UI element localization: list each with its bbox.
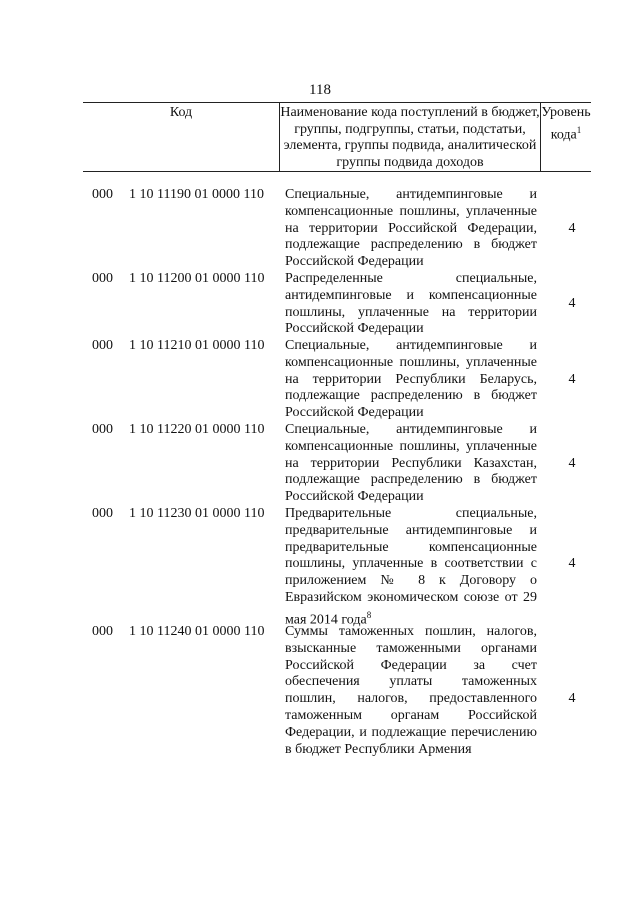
budget-code: 1 10 11220 01 0000 110 [129, 422, 265, 437]
admin-code: 000 [92, 271, 113, 286]
code-level: 4 [568, 556, 576, 571]
header-code: Код [169, 105, 193, 120]
income-name: Суммы таможенных пошлин, налогов, взысканные таможенными органами Российской Федерации за счет обеспечения уплаты таможенных пошлин, налогов, предоставленного таможенным органам Российской Федерации, и подлежащие перечислению в бюджет Республики Армения [285, 624, 537, 757]
admin-code: 000 [92, 187, 113, 202]
income-name: Распределенные специальные, антидемпинговые и компенсационные пошлины, уплаченные на территории Российской Федерации [285, 271, 537, 337]
income-name: Специальные, антидемпинговые и компенсационные пошлины, уплаченные на территории Республики Беларусь, подлежащие распределению в бюджет Российской Федерации [285, 338, 537, 421]
budget-code: 1 10 11230 01 0000 110 [129, 506, 265, 521]
code-level: 4 [568, 456, 576, 471]
budget-code: 1 10 11210 01 0000 110 [129, 338, 265, 353]
code-level: 4 [568, 221, 576, 236]
code-level: 4 [568, 691, 576, 706]
header-level-footnote: 1 [576, 124, 582, 135]
budget-code: 1 10 11240 01 0000 110 [129, 624, 265, 639]
table-header [83, 102, 591, 172]
admin-code: 000 [92, 624, 113, 639]
budget-code: 1 10 11200 01 0000 110 [129, 271, 265, 286]
income-name-text: Предварительные специальные, предварительные антидемпинговые и предварительные компенсационные пошлины, уплаченные в соответствии с приложением № 8 к Договору о Евразийском экономическом союзе от 29 мая 2014 года [285, 506, 537, 628]
header-level [541, 105, 591, 144]
admin-code: 000 [92, 506, 113, 521]
page-number: 118 [309, 82, 331, 98]
income-name: Специальные, антидемпинговые и компенсационные пошлины, уплаченные на территории Республики Казахстан, подлежащие распределению в бюджет Российской Федерации [285, 422, 537, 505]
code-level: 4 [568, 372, 576, 387]
income-name: Специальные, антидемпинговые и компенсационные пошлины, уплаченные на территории Российской Федерации, подлежащие распределению в бюджет Российской Федерации [285, 187, 537, 270]
footnote-marker: 8 [366, 609, 372, 620]
header-level-text: Уровень кода [541, 105, 591, 143]
budget-code: 1 10 11190 01 0000 110 [129, 187, 264, 202]
admin-code: 000 [92, 422, 113, 437]
code-level: 4 [568, 296, 576, 311]
admin-code: 000 [92, 338, 113, 353]
header-name: Наименование кода поступлений в бюджет, группы, подгруппы, статьи, подстатьи, элемента, группы подвида, аналитической группы подвида доходов [280, 105, 540, 170]
income-name [285, 506, 537, 629]
